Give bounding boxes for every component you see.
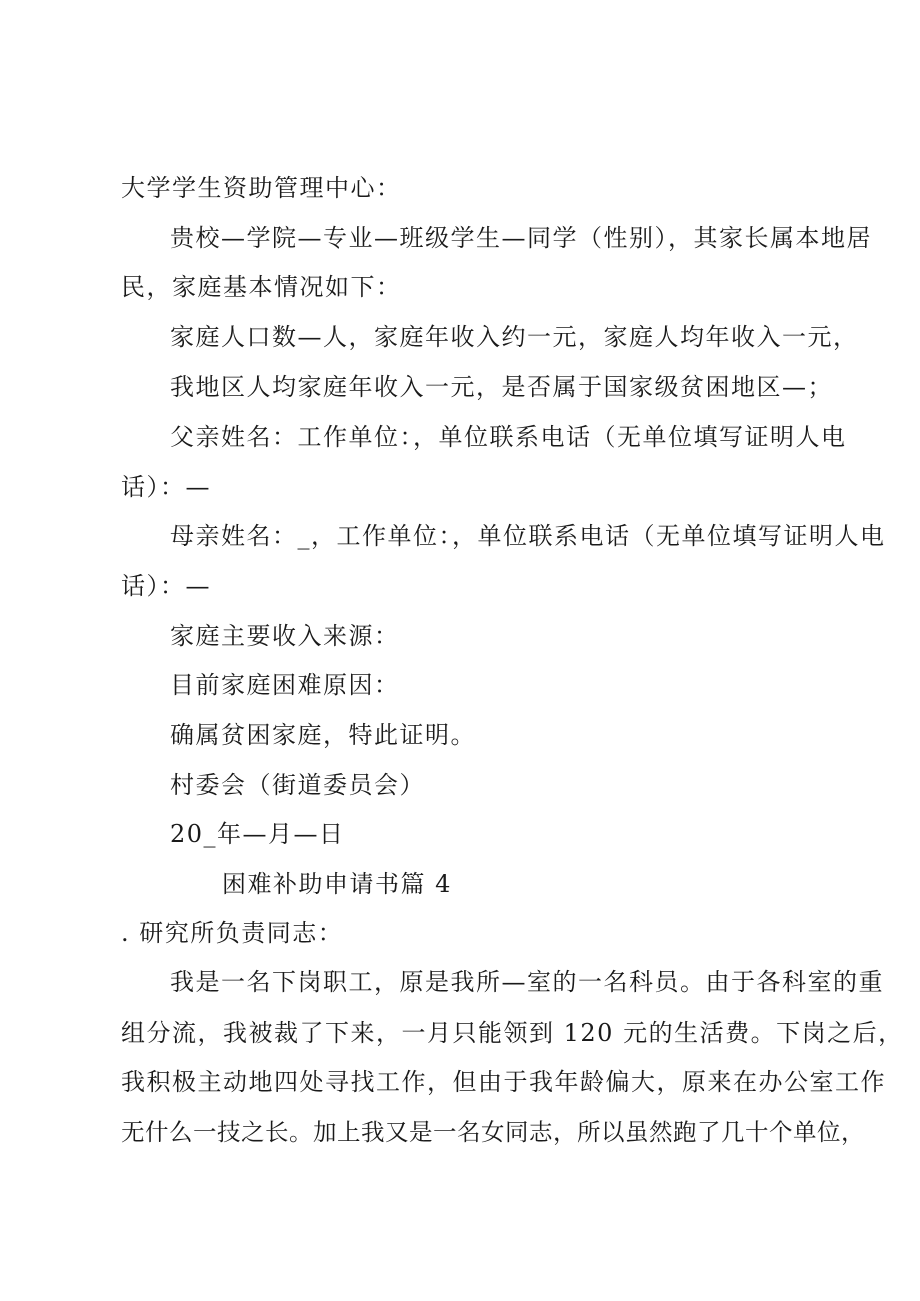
paragraph-line: 贵校—学院—专业—班级学生—同学（性别），其家长属本地居 [170,224,872,252]
paragraph-line: 我是一名下岗职工，原是我所—室的一名科员。由于各科室的重 [170,968,884,996]
mother-info-line: 话）：— [121,572,211,600]
difficulty-reason-line: 目前家庭困难原因： [170,671,400,699]
date-line: 20_年—月—日 [170,820,345,848]
family-population-line: 家庭人口数—人，家庭年收入约一元，家庭人均年收入一元， [170,323,859,351]
paragraph-line: 我积极主动地四处寻找工作，但由于我年龄偏大，原来在办公室工作 [121,1068,886,1096]
addressee: . 研究所负责同志： [121,919,344,947]
certify-line: 确属贫困家庭，特此证明。 [170,721,476,749]
father-info-line: 话）：— [121,473,211,501]
paragraph-line: 民，家庭基本情况如下： [121,273,402,301]
paragraph-line: 无什么一技之长。加上我又是一名女同志，所以虽然跑了几十个单位， [121,1118,865,1146]
addressee: 大学学生资助管理中心： [121,174,402,202]
paragraph-line: 组分流，我被裁了下来，一月只能领到 120 元的生活费。下岗之后， [121,1019,904,1047]
income-source-line: 家庭主要收入来源： [170,622,400,650]
committee-line: 村委会（街道委员会） [170,771,425,799]
section-title: 困难补助申请书篇 4 [222,870,452,898]
father-info-line: 父亲姓名：工作单位：，单位联系电话（无单位填写证明人电 [170,423,847,451]
mother-info-line: 母亲姓名：_，工作单位：，单位联系电话（无单位填写证明人电 [170,522,886,550]
region-income-line: 我地区人均家庭年收入一元，是否属于国家级贫困地区—； [170,373,833,401]
